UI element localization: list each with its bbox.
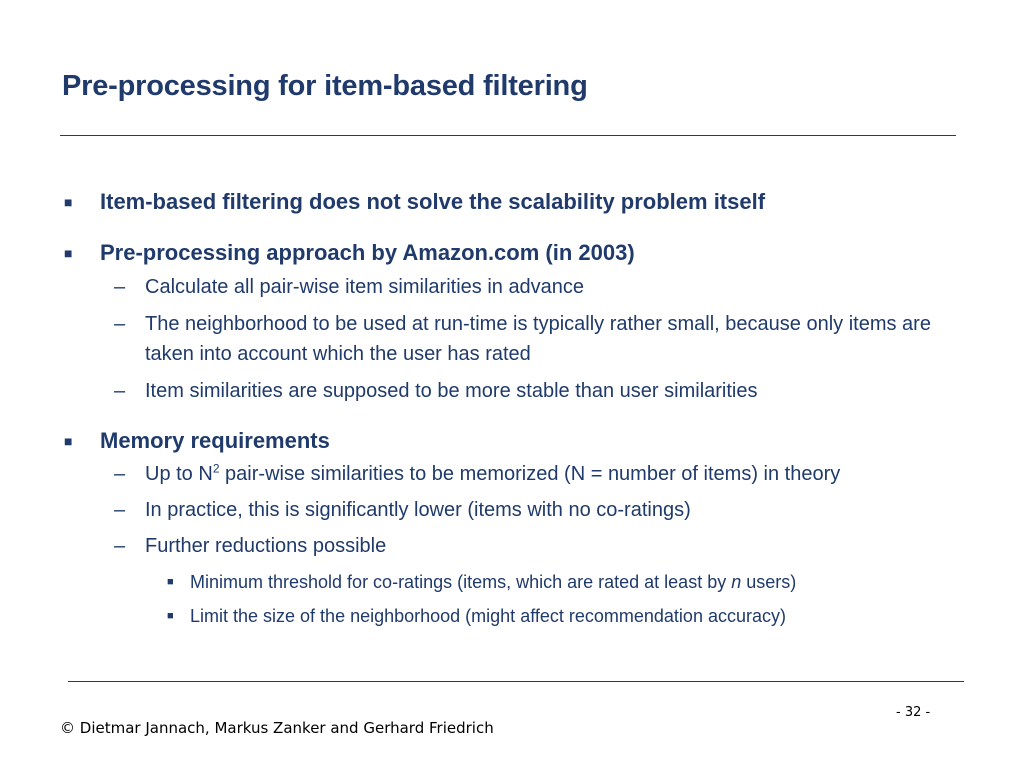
square-bullet-icon: ■ <box>64 433 73 449</box>
sub-bullet-text-prefix: Up to N <box>145 463 213 485</box>
footer-divider <box>68 681 964 682</box>
dash-marker: – <box>114 380 126 402</box>
bullet-text: Memory requirements <box>100 428 330 453</box>
square-bullet-icon: ■ <box>64 194 73 210</box>
superscript-two: 2 <box>212 461 220 476</box>
title-divider <box>60 135 956 136</box>
bullet-text: Item-based filtering does not solve the scalability problem itself <box>100 189 766 214</box>
square-bullet-icon: ■ <box>64 245 73 261</box>
sub-bullet-text-suffix: pair-wise similarities to be memorized (N = number of items) in theory <box>219 463 841 485</box>
sub-sub-bullet-threshold <box>62 565 962 599</box>
dash-marker: – <box>114 535 126 557</box>
dash-marker: – <box>114 276 126 298</box>
sub-bullet-practice <box>62 495 962 525</box>
sub-bullet-text: The neighborhood to be used at run-time is typically rather small, because only items are taken into account which the user has rated <box>145 313 931 365</box>
bullet-memory <box>62 426 962 456</box>
dash-marker: – <box>114 313 126 335</box>
sub-bullet-precalc <box>62 272 962 302</box>
sub-bullet-text: Further reductions possible <box>145 535 387 557</box>
bullet-scalability <box>62 187 962 217</box>
sub-bullet-text: In practice, this is significantly lower (items with no co-ratings) <box>145 499 691 521</box>
sub-sub-bullet-neighborhood-size <box>62 599 962 633</box>
page-number: - 32 - <box>896 705 931 720</box>
square-bullet-icon: ■ <box>167 576 174 588</box>
sub-sub-bullet-text: Limit the size of the neighborhood (might affect recommendation accuracy) <box>190 606 786 626</box>
dash-marker: – <box>114 463 126 485</box>
sub-bullet-text: Calculate all pair-wise item similarities in advance <box>145 276 585 298</box>
sub-bullet-reductions <box>62 531 962 561</box>
italic-n: n <box>731 572 742 592</box>
sub-bullet-neighborhood <box>62 309 945 369</box>
sub-bullet-n-squared <box>62 459 945 489</box>
sub-bullet-stability <box>62 376 962 406</box>
sub-bullet-text: Item similarities are supposed to be more stable than user similarities <box>145 380 758 402</box>
bullet-text: Pre-processing approach by Amazon.com (in 2003) <box>100 240 635 265</box>
footer-copyright: © Dietmar Jannach, Markus Zanker and Gerhard Friedrich <box>60 719 494 737</box>
bullet-amazon <box>62 238 962 268</box>
sub-sub-bullet-text-before: Minimum threshold for co-ratings (items, which are rated at least by <box>190 572 732 592</box>
sub-sub-bullet-text-after: users) <box>741 572 797 592</box>
square-bullet-icon: ■ <box>167 610 174 622</box>
slide-title: Pre-processing for item-based filtering <box>62 70 588 102</box>
dash-marker: – <box>114 499 126 521</box>
slide-content <box>62 180 962 633</box>
